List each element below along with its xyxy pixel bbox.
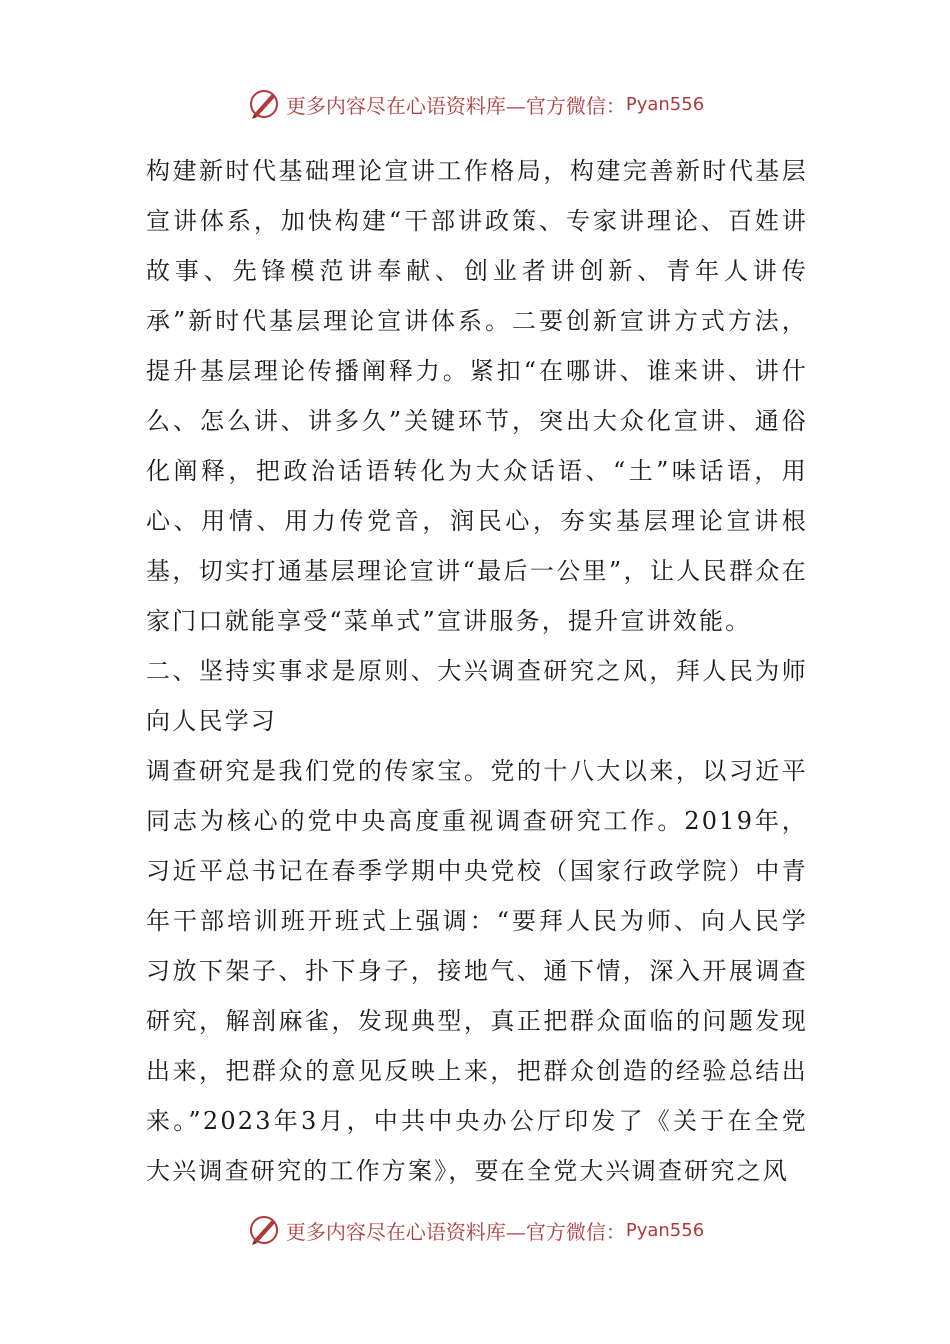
header-brand-text: 更多内容尽在心语资料库—官方微信： xyxy=(285,93,626,118)
section-heading-2: 二、坚持实事求是原则、大兴调查研究之风，拜人民为师向人民学习 xyxy=(146,657,808,735)
footer-brand-text: 更多内容尽在心语资料库—官方微信： xyxy=(285,1219,626,1244)
header-wechat-id: Pyan556 xyxy=(625,93,705,115)
pen-logo-icon xyxy=(246,1212,282,1248)
footer-watermark xyxy=(0,1208,950,1252)
document-body xyxy=(146,146,808,1196)
paragraph-2: 调查研究是我们党的传家宝。党的十八大以来，以习近平同志为核心的党中央高度重视调查研究工作。2019年，习近平总书记在春季学期中央党校（国家行政学院）中青年干部培训班开班式上强调：“要拜人民为师、向人民学习放下架子、扑下身子，接地气、通下情，深入开展调查研究，解剖麻雀，发现典型，真正把群众面临的问题发现出来，把群众的意见反映上来，把群众创造的经验总结出来。”2023年3月，中共中央办公厅印发了《关于在全党大兴调查研究的工作方案》，要在全党大兴调查研究之风 xyxy=(146,757,808,1185)
paragraph-1: 构建新时代基础理论宣讲工作格局，构建完善新时代基层宣讲体系，加快构建“干部讲政策、专家讲理论、百姓讲故事、先锋模范讲奉献、创业者讲创新、青年人讲传承”新时代基层理论宣讲体系。二要创新宣讲方式方法，提升基层理论传播阐释力。紧扣“在哪讲、谁来讲、讲什么、怎么讲、讲多久”关键环节，突出大众化宣讲、通俗化阐释，把政治话语转化为大众话语、“土”味话语，用心、用情、用力传党音，润民心，夯实基层理论宣讲根基，切实打通基层理论宣讲“最后一公里”，让人民群众在家门口就能享受“菜单式”宣讲服务，提升宣讲效能。 xyxy=(146,157,808,635)
footer-wechat-id: Pyan556 xyxy=(625,1219,705,1241)
header-watermark xyxy=(0,82,950,126)
pen-logo-icon xyxy=(246,86,282,122)
